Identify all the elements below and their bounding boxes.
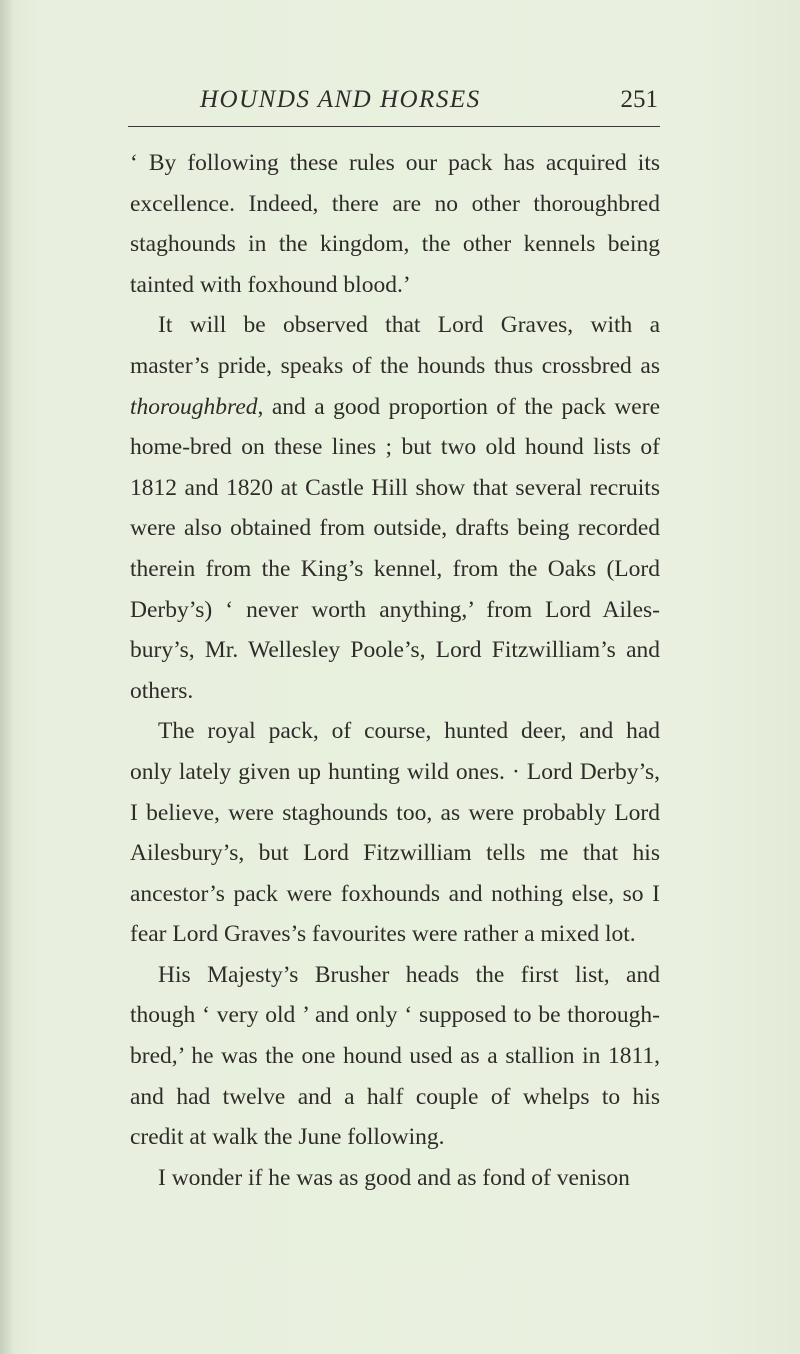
page-number: 251 <box>620 86 658 113</box>
text-line: only lately given up hunting wild ones. · Lord Derby’s, <box>130 758 660 785</box>
text-line: staghounds in the kingdom, the other kennels being <box>130 231 660 258</box>
running-head <box>128 86 658 116</box>
text-line: tainted with foxhound blood.’ <box>130 271 411 298</box>
text-line: ‘ By following these rules our pack has acquired its <box>130 150 660 176</box>
text-line: Ailesbury’s, but Lord Fitzwilliam tells me that his <box>130 840 660 867</box>
text-line-rest: , and a good proportion of the pack were <box>257 393 660 420</box>
text-line: home-bred on these lines ; but two old hound lists of <box>130 434 660 461</box>
text-line: excellence. Indeed, there are no other thoroughbred <box>130 190 660 217</box>
text-line: I believe, were staghounds too, as were probably Lord <box>130 799 660 826</box>
text-line: master’s pride, speaks of the hounds thus crossbred as <box>130 352 660 379</box>
text-line: others. <box>130 677 194 704</box>
text-line: bred,’ he was the one hound used as a stallion in 1811, <box>130 1043 660 1070</box>
running-title: HOUNDS AND HORSES <box>200 86 481 113</box>
text-line: ancestor’s pack were foxhounds and nothing else, so I <box>130 880 660 907</box>
gutter-shadow <box>0 0 14 1354</box>
text-line: fear Lord Graves’s favourites were rather a mixed lot. <box>130 921 636 948</box>
body-text <box>130 143 660 1198</box>
text-line: Derby’s) ‘ never worth anything,’ from Lord Ailes- <box>130 596 660 623</box>
text-line: though ‘ very old ’ and only ‘ supposed to be thorough- <box>130 1002 660 1029</box>
text-line: 1812 and 1820 at Castle Hill show that several recruits <box>130 474 660 501</box>
text-line: bury’s, Mr. Wellesley Poole’s, Lord Fitzwilliam’s and <box>130 637 660 664</box>
text-line: His Majesty’s Brusher heads the first list, and <box>158 961 660 988</box>
text-line: and had twelve and a half couple of whelps to his <box>130 1083 660 1110</box>
text-line: The royal pack, of course, hunted deer, and had <box>158 718 660 745</box>
text-line: credit at walk the June following. <box>130 1124 445 1151</box>
text-line <box>130 387 660 428</box>
text-line: therein from the King’s kennel, from the Oaks (Lord <box>130 555 660 582</box>
text-line: I wonder if he was as good and as fond of venison <box>158 1164 630 1191</box>
text-line: It will be observed that Lord Graves, with a <box>158 312 660 339</box>
italic-emphasis: thoroughbred <box>130 393 258 420</box>
header-rule <box>128 126 660 127</box>
text-line: were also obtained from outside, drafts being recorded <box>130 515 660 542</box>
